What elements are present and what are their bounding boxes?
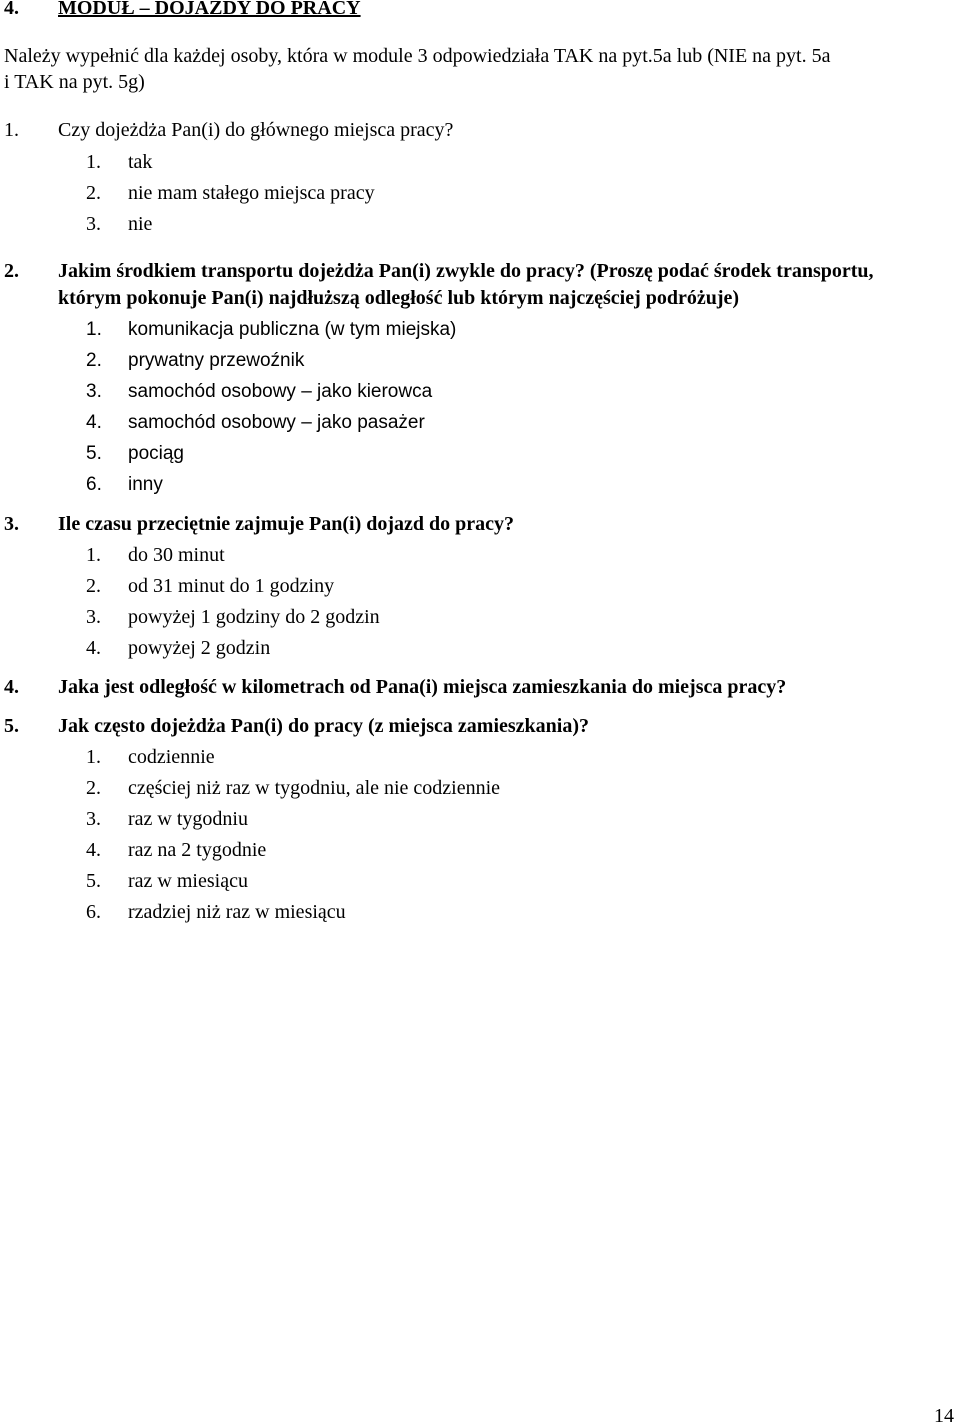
q2-option-1-label: komunikacja publiczna (w tym miejska) <box>128 319 457 340</box>
question-5-text: Jak często dojeżdża Pan(i) do pracy (z miejsca zamieszkania)? <box>58 715 589 737</box>
q5-option-1-number: 1. <box>86 746 101 768</box>
module-number: 4. <box>4 0 19 19</box>
question-2-text-line-1: Jakim środkiem transportu dojeżdża Pan(i) zwykle do pracy? (Proszę podać środek transportu, <box>58 260 874 282</box>
q2-option-4-number: 4. <box>86 412 102 433</box>
q1-option-2-number: 2. <box>86 182 101 204</box>
q5-option-6-number: 6. <box>86 901 101 923</box>
q5-option-4-number: 4. <box>86 839 101 861</box>
q5-option-2-label: częściej niż raz w tygodniu, ale nie codziennie <box>128 777 501 799</box>
question-4-number: 4. <box>4 676 19 698</box>
q2-option-3-number: 3. <box>86 381 102 402</box>
q3-option-2-label: od 31 minut do 1 godziny <box>128 575 335 597</box>
module-title: MODUŁ – DOJAZDY DO PRACY <box>58 0 361 19</box>
q3-option-4-label: powyżej 2 godzin <box>128 637 271 659</box>
q5-option-4-label: raz na 2 tygodnie <box>128 839 267 861</box>
q1-option-2-label: nie mam stałego miejsca pracy <box>128 182 375 204</box>
q1-option-3-number: 3. <box>86 213 101 235</box>
question-4-text: Jaka jest odległość w kilometrach od Pana(i) miejsca zamieszkania do miejsca pracy? <box>58 676 787 698</box>
q5-option-5-label: raz w miesiącu <box>128 870 248 892</box>
page-number: 14 <box>934 1405 954 1427</box>
q2-option-6-number: 6. <box>86 474 102 495</box>
question-5-number: 5. <box>4 715 19 737</box>
q2-option-1-number: 1. <box>86 319 102 340</box>
q2-option-5-number: 5. <box>86 443 102 464</box>
q1-option-1-number: 1. <box>86 151 101 173</box>
q5-option-3-label: raz w tygodniu <box>128 808 248 830</box>
q2-option-4-label: samochód osobowy – jako pasażer <box>128 412 425 433</box>
question-2-text-line-2: którym pokonuje Pan(i) najdłuższą odległość lub którym najczęściej podróżuje) <box>58 287 740 309</box>
q5-option-2-number: 2. <box>86 777 101 799</box>
q3-option-3-number: 3. <box>86 606 101 628</box>
question-1-number: 1. <box>4 119 19 141</box>
q1-option-1-label: tak <box>128 151 153 173</box>
question-1-text: Czy dojeżdża Pan(i) do głównego miejsca pracy? <box>58 119 454 141</box>
q2-option-5-label: pociąg <box>128 443 184 464</box>
q2-option-2-number: 2. <box>86 350 102 371</box>
question-3-number: 3. <box>4 513 19 535</box>
q2-option-2-label: prywatny przewoźnik <box>128 350 305 371</box>
q5-option-3-number: 3. <box>86 808 101 830</box>
question-3-text: Ile czasu przeciętnie zajmuje Pan(i) dojazd do pracy? <box>58 513 515 535</box>
q3-option-1-number: 1. <box>86 544 101 566</box>
intro-line-2: i TAK na pyt. 5g) <box>4 71 145 93</box>
q1-option-3-label: nie <box>128 213 153 235</box>
q5-option-6-label: rzadziej niż raz w miesiącu <box>128 901 346 923</box>
q3-option-3-label: powyżej 1 godziny do 2 godzin <box>128 606 380 628</box>
q2-option-3-label: samochód osobowy – jako kierowca <box>128 381 433 402</box>
intro-line-1: Należy wypełnić dla każdej osoby, która w module 3 odpowiedziała TAK na pyt.5a lub (NIE na pyt. 5a <box>4 45 831 67</box>
q2-option-6-label: inny <box>128 474 163 495</box>
q3-option-4-number: 4. <box>86 637 101 659</box>
q3-option-1-label: do 30 minut <box>128 544 225 566</box>
q5-option-1-label: codziennie <box>128 746 215 768</box>
q3-option-2-number: 2. <box>86 575 101 597</box>
question-2-number: 2. <box>4 260 19 282</box>
q5-option-5-number: 5. <box>86 870 101 892</box>
